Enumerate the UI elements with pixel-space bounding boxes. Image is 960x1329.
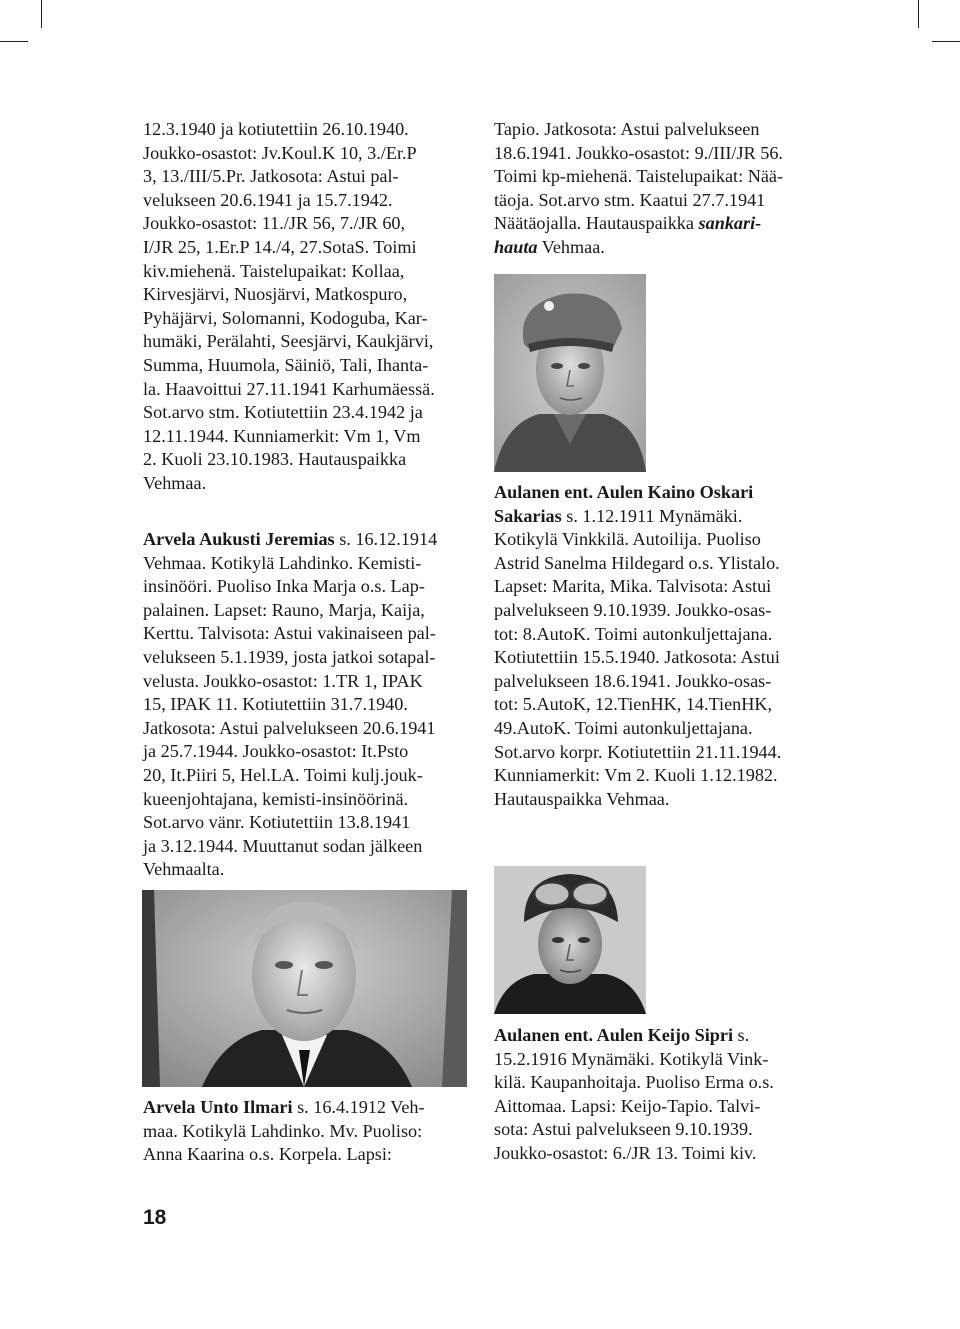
bio-line: palvelukseen 9.10.1939. Joukko-osas- <box>494 599 772 620</box>
bio-line: Pyhäjärvi, Solomanni, Kodoguba, Kar- <box>143 307 428 328</box>
bio-line: velukseen 5.1.1939, josta jatkoi sotapal- <box>143 646 436 667</box>
bio-line: Sot.arvo stm. Kotiutettiin 23.4.1942 ja <box>143 402 423 423</box>
bio-line: tot: 8.AutoK. Toimi autonkuljettajana. <box>494 623 773 644</box>
bio-line: 12.3.1940 ja kotiutettiin 26.10.1940. <box>143 119 409 139</box>
bio-line: Toimi kp-miehenä. Taistelupaikat: Nää- <box>494 166 784 187</box>
bio-line: Astrid Sanelma Hildegard o.s. Ylistalo. <box>494 552 780 573</box>
bio-line: hauta Vehmaa. <box>494 236 605 257</box>
biography-continuation <box>143 118 476 496</box>
bio-line: Joukko-osastot: 6./JR 13. Toimi kiv. <box>494 1142 757 1163</box>
bio-text: s. 16.12.1914 <box>334 529 438 549</box>
crop-mark <box>932 41 960 42</box>
person-name: Sakarias <box>494 505 562 526</box>
bio-line: Summa, Huumola, Säiniö, Tali, Ihanta- <box>143 354 429 375</box>
bio-line: 15.2.1916 Mynämäki. Kotikylä Vink- <box>494 1048 769 1069</box>
bio-line: Aittomaa. Lapsi: Keijo-Tapio. Talvi- <box>494 1095 761 1116</box>
crop-mark <box>918 0 919 28</box>
bio-line: Kirvesjärvi, Nuosjärvi, Matkospuro, <box>143 284 408 305</box>
crop-mark <box>0 41 28 42</box>
bio-line: 3, 13./III/5.Pr. Jatkosota: Astui pal- <box>143 166 399 187</box>
bio-line: 49.AutoK. Toimi autonkuljettajana. <box>494 717 753 738</box>
bio-line: Näätäojalla. Hautauspaikka sankari- <box>494 213 762 234</box>
bio-line: kiv.miehenä. Taistelupaikat: Kollaa, <box>143 260 405 281</box>
bio-line: la. Haavoittui 27.11.1941 Karhumäessä. <box>143 378 435 399</box>
person-name: Aulanen ent. Aulen Keijo Sipri <box>494 1025 733 1045</box>
bio-line: palvelukseen 18.6.1941. Joukko-osas- <box>494 670 772 691</box>
bio-line: Jatkosota: Astui palvelukseen 20.6.1941 <box>143 717 436 738</box>
bio-line: kueenjohtajana, kemisti-insinöörinä. <box>143 788 409 809</box>
bio-line: Vehmaa. Kotikylä Lahdinko. Kemisti- <box>143 552 422 573</box>
bio-line: Hautauspaikka Vehmaa. <box>494 788 670 809</box>
bio-line: Vehmaalta. <box>143 859 225 880</box>
bio-line: 12.11.1944. Kunniamerkit: Vm 1, Vm <box>143 425 421 446</box>
bio-line: kilä. Kaupanhoitaja. Puoliso Erma o.s. <box>494 1072 774 1093</box>
bio-line: 20, It.Piiri 5, Hel.LA. Toimi kulj.jouk- <box>143 764 423 785</box>
bio-line: Kunniamerkit: Vm 2. Kuoli 1.12.1982. <box>494 765 778 786</box>
bio-text: s. 16.4.1912 Veh- <box>292 1097 425 1117</box>
bio-line: insinööri. Puoliso Inka Marja o.s. Lap- <box>143 576 425 597</box>
person-name: Arvela Aukusti Jeremias <box>143 529 335 549</box>
biography-aulanen-keijo <box>494 1024 822 1166</box>
page-number: 18 <box>143 1206 167 1229</box>
bio-line: velusta. Joukko-osastot: 1.TR 1, IPAK <box>143 670 423 691</box>
person-name: Arvela Unto Ilmari <box>143 1097 293 1117</box>
bio-line: I/JR 25, 1.Er.P 14./4, 27.SotaS. Toimi <box>143 236 417 257</box>
bio-line: ja 25.7.1944. Joukko-osastot: It.Psto <box>143 741 409 762</box>
bio-line: Sot.arvo korpr. Kotiutettiin 21.11.1944. <box>494 741 782 762</box>
bio-line: ja 3.12.1944. Muuttanut sodan jälkeen <box>143 835 423 856</box>
crop-mark <box>41 0 42 28</box>
bio-line: humäki, Perälahti, Seesjärvi, Kaukjärvi, <box>143 331 434 352</box>
bio-line: Lapset: Marita, Mika. Talvisota: Astui <box>494 576 772 597</box>
person-name: Aulanen ent. Aulen Kaino Oskari <box>494 482 754 502</box>
bio-text: s. 1.12.1911 Mynämäki. <box>561 505 743 526</box>
portrait-photo-aulanen-kaino <box>494 274 646 472</box>
bio-line: Kotikylä Vinkkilä. Autoilija. Puoliso <box>494 529 761 550</box>
bio-line: 15, IPAK 11. Kotiutettiin 31.7.1940. <box>143 694 408 715</box>
bio-line: Sot.arvo vänr. Kotiutettiin 13.8.1941 <box>143 812 411 833</box>
bio-line: velukseen 20.6.1941 ja 15.7.1942. <box>143 189 393 210</box>
bio-line: tot: 5.AutoK, 12.TienHK, 14.TienHK, <box>494 694 773 715</box>
bio-line: Joukko-osastot: 11./JR 56, 7./JR 60, <box>143 213 406 234</box>
bio-line: Tapio. Jatkosota: Astui palvelukseen <box>494 119 760 139</box>
bio-line: täoja. Sot.arvo stm. Kaatui 27.7.1941 <box>494 189 766 210</box>
bio-line: maa. Kotikylä Lahdinko. Mv. Puoliso: <box>143 1120 423 1141</box>
bio-line: palainen. Lapset: Rauno, Marja, Kaija, <box>143 599 425 620</box>
bio-line: Vehmaa. <box>143 472 207 493</box>
bio-text: s. <box>733 1025 750 1045</box>
biography-aulanen-kaino <box>494 481 822 811</box>
bio-line: 2. Kuoli 23.10.1983. Hautauspaikka <box>143 449 407 470</box>
bio-line: Kotiutettiin 15.5.1940. Jatkosota: Astui <box>494 647 780 668</box>
bio-line: 18.6.1941. Joukko-osastot: 9./III/JR 56. <box>494 142 783 163</box>
bio-line: Joukko-osastot: Jv.Koul.K 10, 3./Er.P <box>143 142 417 163</box>
bio-line: Kerttu. Talvisota: Astui vakinaiseen pal- <box>143 623 436 644</box>
biography-continuation-right <box>494 118 822 260</box>
bio-line: sota: Astui palvelukseen 9.10.1939. <box>494 1119 753 1140</box>
biography-arvela-aukusti <box>143 528 476 882</box>
portrait-photo-aulanen-keijo <box>494 866 646 1014</box>
bio-line: Anna Kaarina o.s. Korpela. Lapsi: <box>143 1144 392 1165</box>
biography-arvela-unto <box>143 1096 476 1167</box>
portrait-photo-arvela-unto <box>142 890 467 1087</box>
